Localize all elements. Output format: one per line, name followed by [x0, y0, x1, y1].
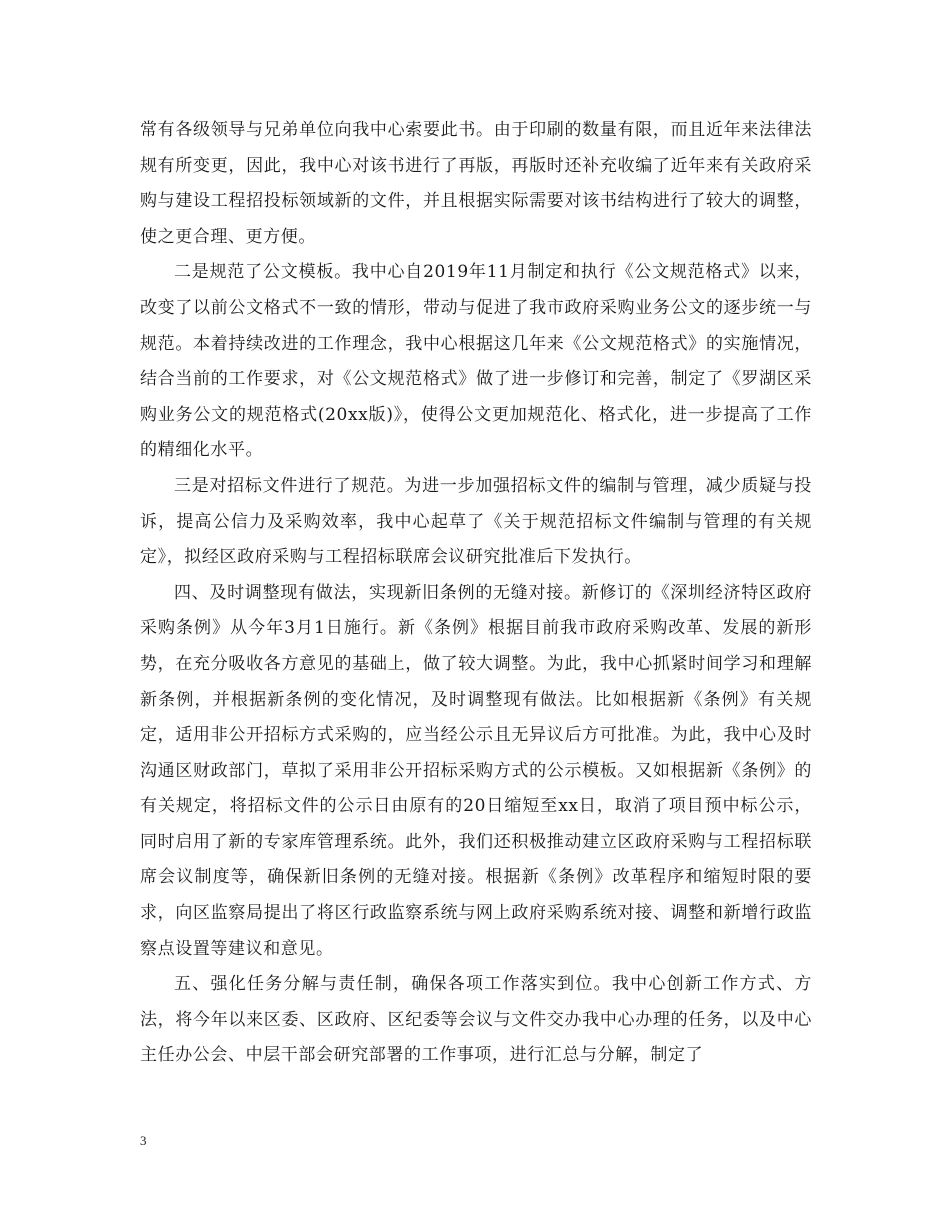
paragraph-5: 五、强化任务分解与责任制，确保各项工作落实到位。我中心创新工作方式、方法，将今年以来区委、区政府、区纪委等会议与文件交办我中心办理的任务，以及中心主任办公会、中层干部会研究部署的工作事项，进行汇总与分解，制定了 — [140, 974, 812, 1066]
page-number: 3 — [140, 1133, 147, 1148]
paragraph-1: 常有各级领导与兄弟单位向我中心索要此书。由于印刷的数量有限，而且近年来法律法规有所变更，因此，我中心对该书进行了再版，再版时还补充收编了近年来有关政府采购与建设工程招投标领域新的文件，并且根据实际需要对该书结构进行了较大的调整，使之更合理、更方便。 — [140, 120, 812, 247]
paragraph-2: 二是规范了公文模板。我中心自2019年11月制定和执行《公文规范格式》以来，改变了以前公文格式不一致的情形，带动与促进了我市政府采购业务公文的逐步统一与规范。本着持续改进的工作理念，我中心根据这几年来《公文规范格式》的实施情况，结合当前的工作要求，对《公文规范格式》做了进一步修订和完善，制定了《罗湖区采购业务公文的规范格式(20xx版)》，使得公文更加规范化、格式化，进一步提高了工作的精细化水平。 — [140, 262, 812, 461]
paragraph-3: 三是对招标文件进行了规范。为进一步加强招标文件的编制与管理，减少质疑与投诉，提高公信力及采购效率，我中心起草了《关于规范招标文件编制与管理的有关规定》，拟经区政府采购与工程招标联席会议研究批准后下发执行。 — [140, 475, 812, 568]
document-body — [140, 113, 812, 1074]
paragraph-4: 四、及时调整现有做法，实现新旧条例的无缝对接。新修订的《深圳经济特区政府采购条例》从今年3月1日施行。新《条例》根据目前我市政府采购改革、发展的新形势，在充分吸收各方意见的基础上，做了较大调整。为此，我中心抓紧时间学习和理解新条例，并根据新条例的变化情况，及时调整现有做法。比如根据新《条例》有关规定，适用非公开招标方式采购的，应当经公示且无异议后方可批准。为此，我中心及时沟通区财政部门，草拟了采用非公开招标采购方式的公示模板。又如根据新《条例》的有关规定，将招标文件的公示日由原有的20日缩短至xx日，取消了项目预中标公示，同时启用了新的专家库管理系统。此外，我们还积极推动建立区政府采购与工程招标联席会议制度等，确保新旧条例的无缝对接。根据新《条例》改革程序和缩短时限的要求，向区监察局提出了将区行政监察系统与网上政府采购系统对接、调整和新增行政监察点设置等建议和意见。 — [140, 582, 812, 959]
